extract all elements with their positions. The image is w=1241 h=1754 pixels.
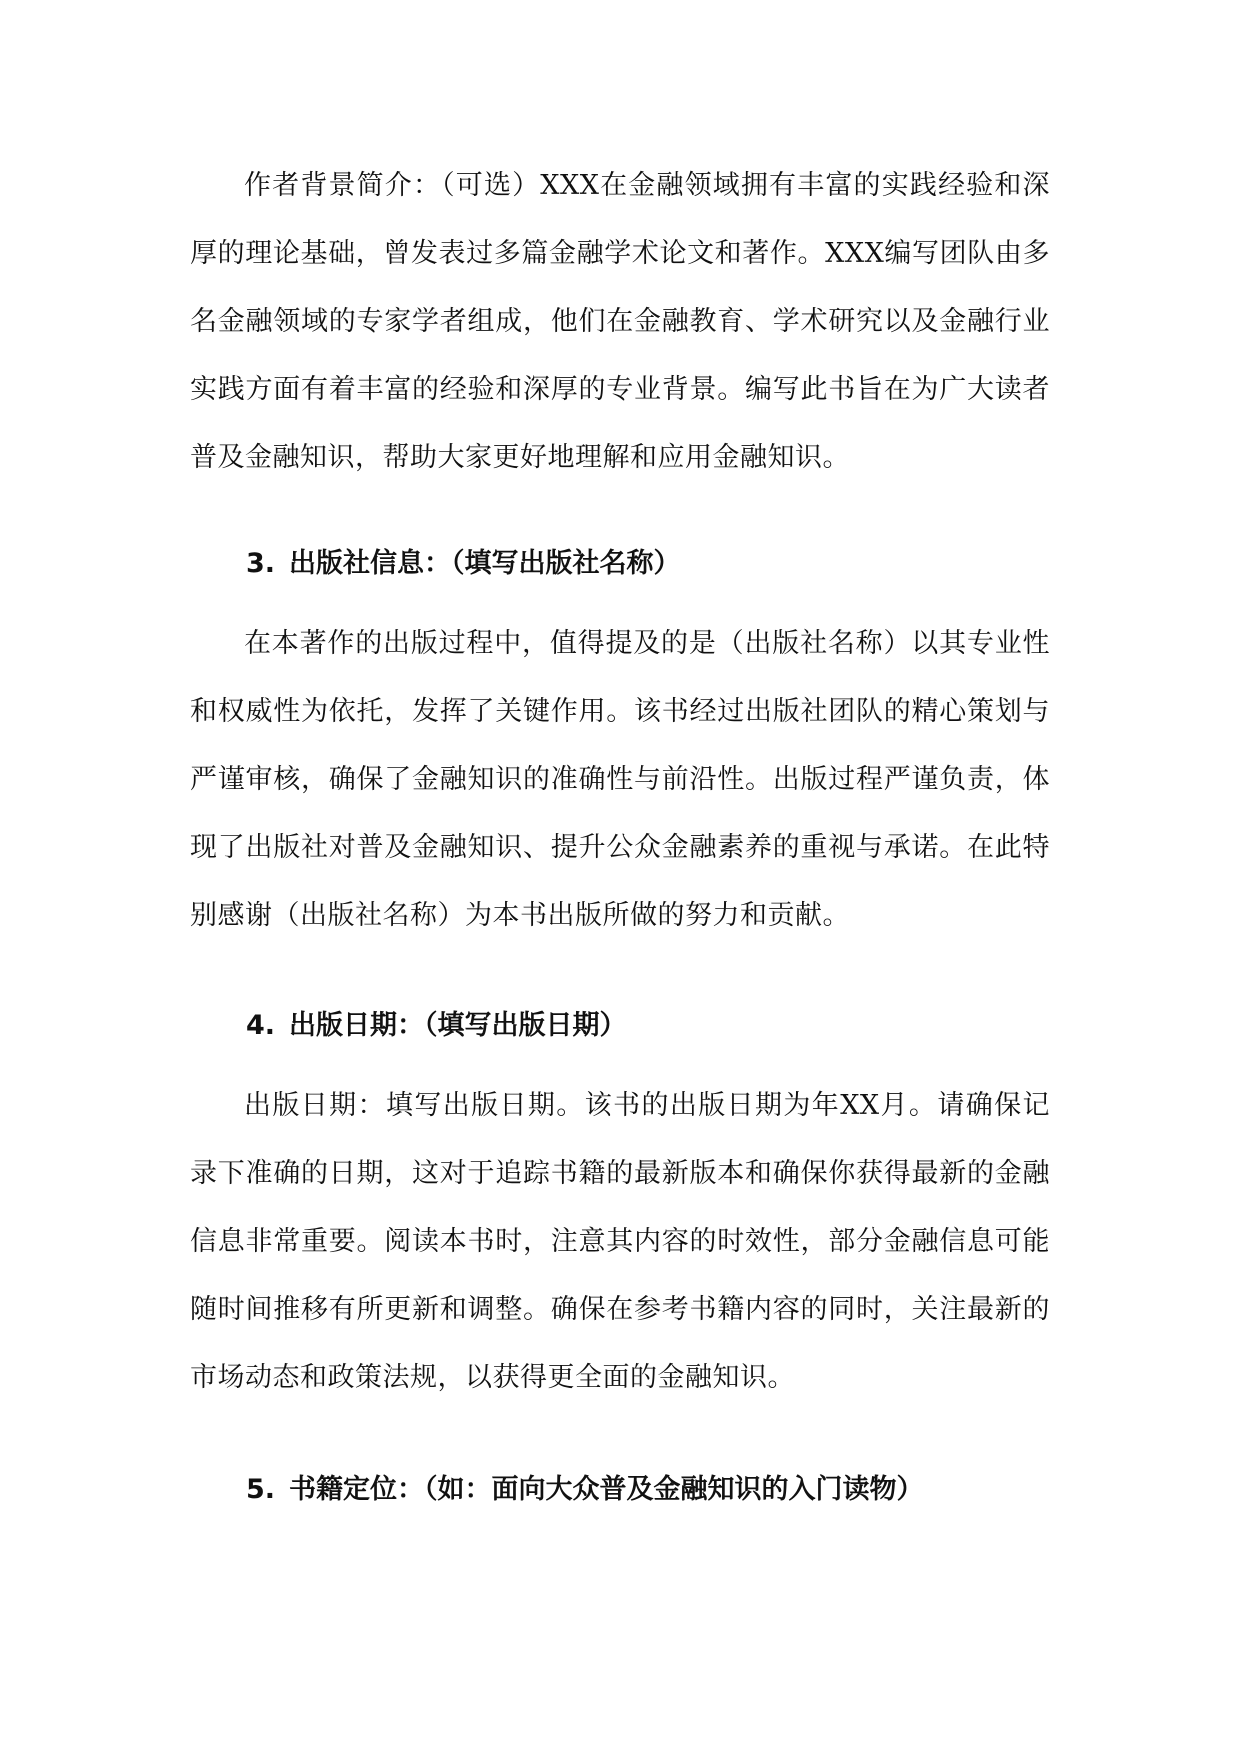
publisher-paragraph: 在本著作的出版过程中，值得提及的是（出版社名称）以其专业性和权威性为依托，发挥了关键作用。该书经过出版社团队的精心策划与严谨审核，确保了金融知识的准确性与前沿性。出版过程严谨负责，体现了出版社对普及金融知识、提升公众金融素养的重视与承诺。在此特别感谢（出版社名称）为本书出版所做的努力和贡献。: [190, 628, 1050, 931]
section-title: 出版日期：（填写出版日期）: [289, 1010, 627, 1041]
section-title: 书籍定位：（如：面向大众普及金融知识的入门读物）: [289, 1474, 924, 1505]
publish-date-paragraph: 出版日期：填写出版日期。该书的出版日期为年XX月。请确保记录下准确的日期，这对于追踪书籍的最新版本和确保你获得最新的金融信息非常重要。阅读本书时，注意其内容的时效性，部分金融信息可能随时间推移有所更新和调整。确保在参考书籍内容的同时，关注最新的市场动态和政策法规，以获得更全面的金融知识。: [190, 1090, 1050, 1393]
section-title: 出版社信息：（填写出版社名称）: [289, 548, 681, 579]
section-number: 5.: [246, 1474, 276, 1505]
section-heading-publish-date: [190, 1006, 1050, 1046]
document-body: [190, 140, 1050, 1510]
author-background-paragraph: 作者背景简介：（可选）XXX在金融领域拥有丰富的实践经验和深厚的理论基础，曾发表过多篇金融学术论文和著作。XXX编写团队由多名金融领域的专家学者组成，他们在金融教育、学术研究以及金融行业实践方面有着丰富的经验和深厚的专业背景。编写此书旨在为广大读者普及金融知识，帮助大家更好地理解和应用金融知识。: [190, 170, 1050, 473]
section-number: 4.: [246, 1010, 276, 1041]
section-heading-book-positioning: [190, 1470, 1050, 1510]
section-number: 3.: [246, 548, 276, 579]
section-heading-publisher: [190, 544, 1050, 584]
